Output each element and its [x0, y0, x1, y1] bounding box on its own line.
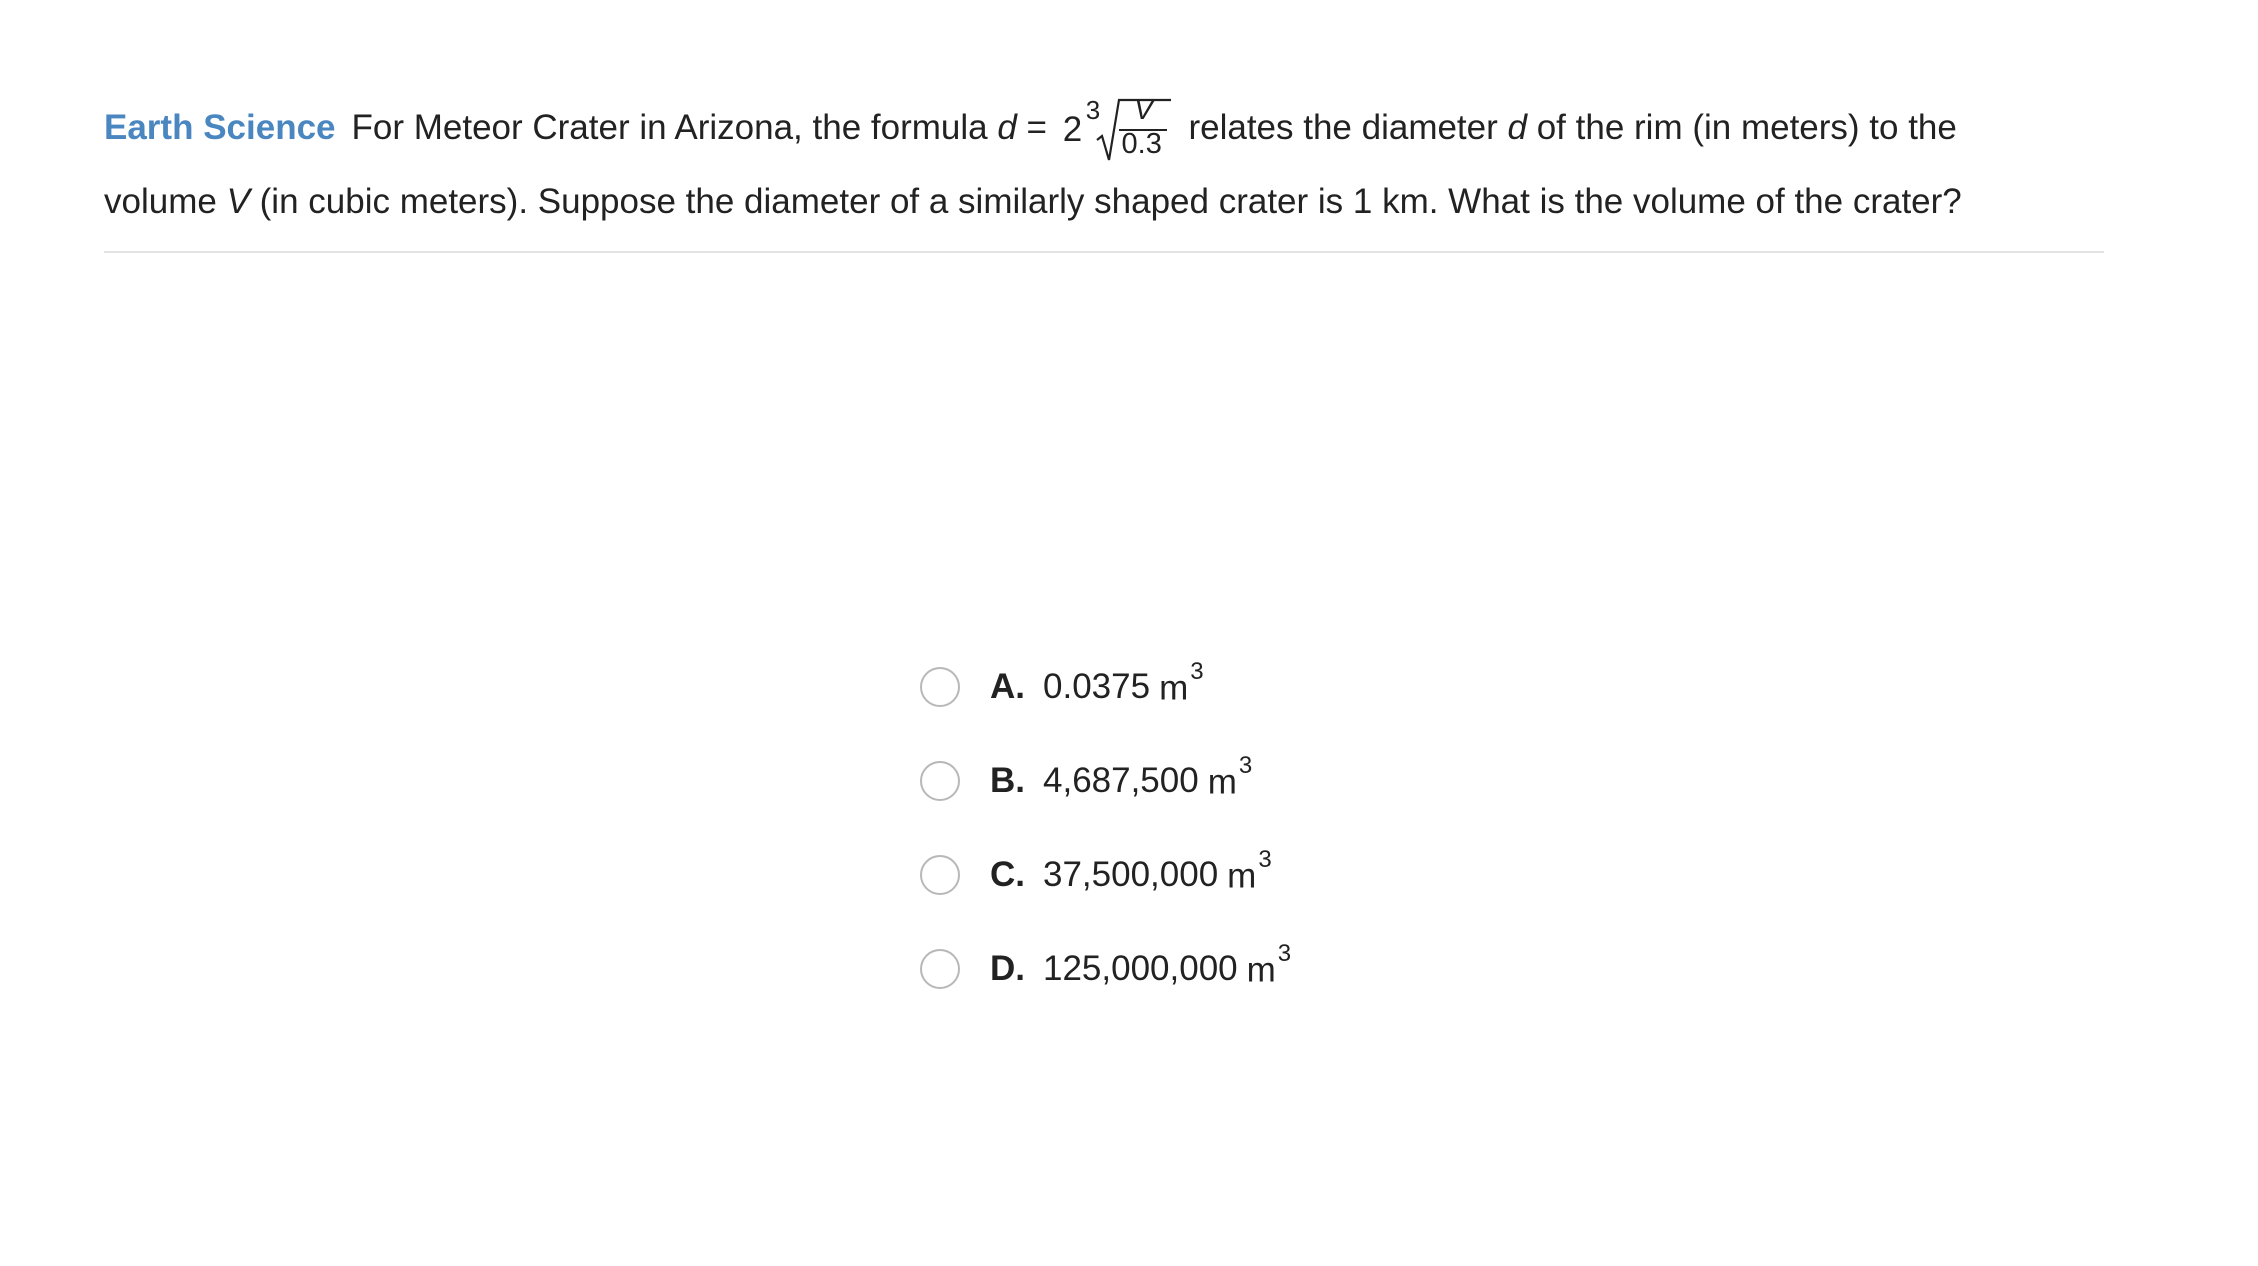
choice-value: 0.0375	[1043, 667, 1151, 706]
choice-exponent: 3	[1190, 657, 1204, 685]
question-divider	[104, 251, 2104, 253]
radio-button-b[interactable]	[920, 761, 960, 801]
choice-value: 4,687,500	[1043, 761, 1199, 800]
formula-equals: =	[1026, 108, 1047, 147]
choice-exponent: 3	[1277, 939, 1292, 967]
question-line2-start: volume	[104, 181, 217, 221]
choice-c[interactable]	[920, 828, 1291, 922]
choice-unit: $m^3$	[1159, 657, 1204, 708]
formula-denominator: 0.3	[1121, 127, 1162, 160]
formula-coefficient: 2	[1062, 109, 1083, 149]
choice-exponent: 3	[1238, 751, 1253, 779]
cube-root-formula	[1063, 94, 1171, 166]
question-line-2	[104, 166, 2104, 238]
radio-button-c[interactable]	[920, 855, 960, 895]
radio-button-a[interactable]	[920, 667, 960, 707]
choice-letter: B.	[990, 761, 1025, 800]
choice-value: 125,000,000	[1043, 949, 1238, 988]
choice-value: 37,500,000	[1043, 855, 1219, 894]
choice-letter: A.	[990, 667, 1025, 706]
choice-unit: $m^3$	[1207, 751, 1253, 802]
question-text-after-formula-1: relates the diameter	[1188, 108, 1498, 147]
variable-v: V	[226, 181, 250, 221]
radio-button-d[interactable]	[920, 949, 960, 989]
choice-letter: D.	[990, 949, 1025, 988]
choice-b[interactable]	[920, 734, 1291, 828]
choice-letter: C.	[990, 855, 1025, 894]
answer-choices	[920, 640, 1291, 1016]
formula-numerator: V	[1134, 93, 1154, 126]
topic-label: Earth Science	[104, 108, 336, 147]
question-text	[104, 92, 2104, 238]
formula-root-index: 3	[1085, 94, 1101, 125]
question-line-1	[104, 92, 2104, 166]
variable-d: d	[1507, 108, 1527, 147]
formula-lhs-variable: d	[997, 108, 1017, 147]
question-intro: For Meteor Crater in Arizona, the formula	[351, 108, 988, 147]
choice-unit: $m^3$	[1227, 845, 1272, 896]
choice-unit: $m^3$	[1246, 939, 1292, 990]
choice-a[interactable]	[920, 640, 1291, 734]
choice-d[interactable]	[920, 922, 1291, 1016]
choice-exponent: 3	[1258, 845, 1272, 873]
question-text-after-formula-2: of the rim (in meters) to the	[1536, 108, 1957, 147]
question-line2-rest: (in cubic meters). Suppose the diameter of a similarly shaped crater is 1 km. What is the volume of the crater?	[259, 181, 1962, 221]
